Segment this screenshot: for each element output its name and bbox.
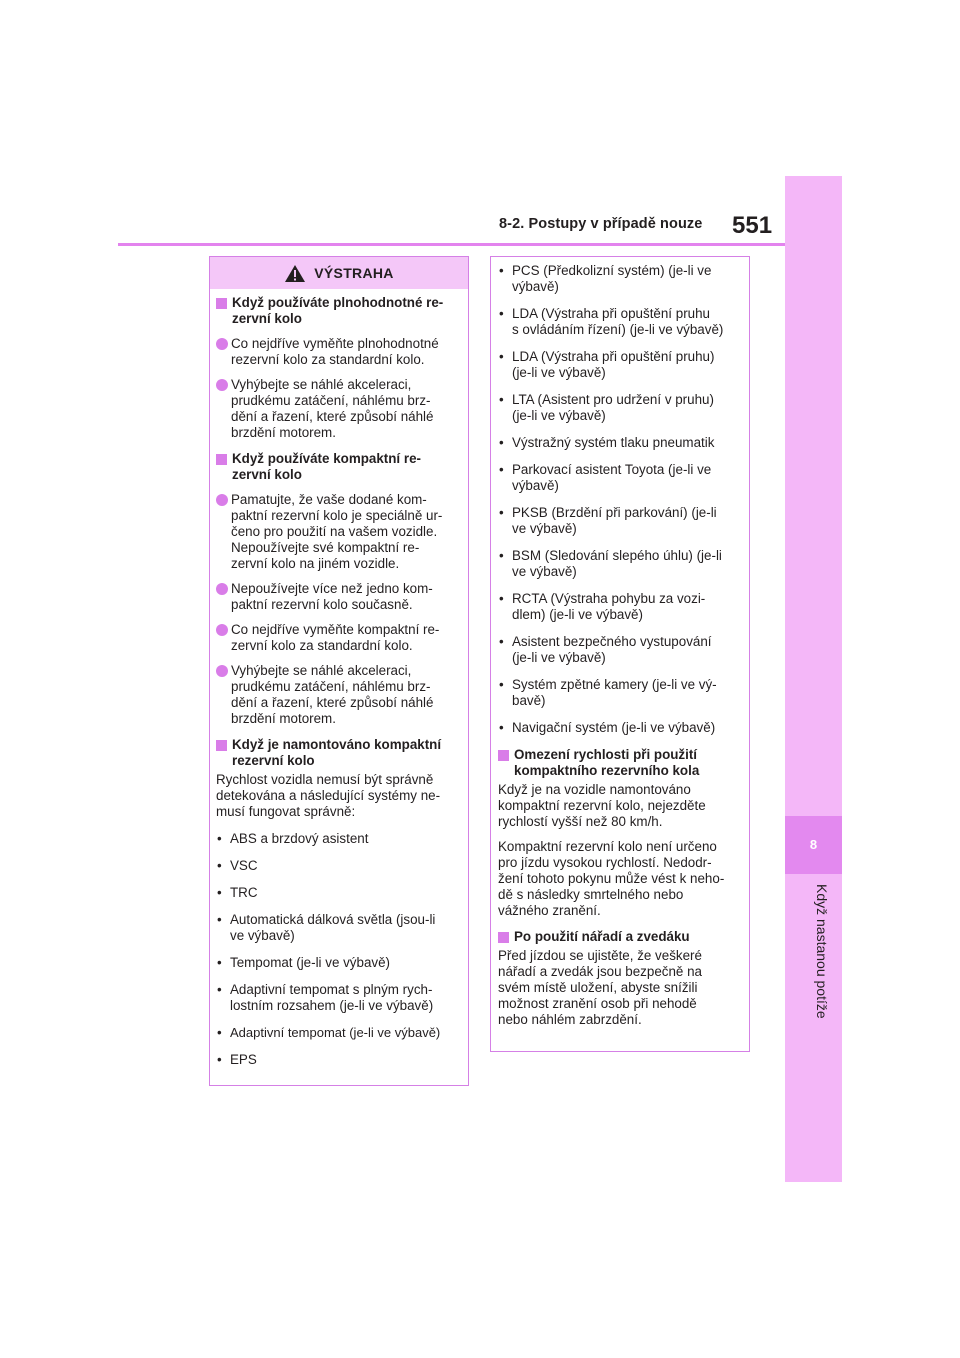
list-item: • LDA (Výstraha při opuštění pruhu) (je-li ve výbavě): [499, 349, 715, 380]
system-list: [498, 263, 739, 736]
list-item: • RCTA (Výstraha pohybu za vozi- dlem) (je-li ve výbavě): [499, 591, 706, 622]
circle-bullet-icon: [216, 379, 228, 391]
list-item: • Tempomat (je-li ve výbavě): [217, 955, 390, 970]
square-bullet-icon: [216, 454, 227, 465]
warning-triangle-icon: [284, 264, 306, 283]
paragraph: Rychlost vozidla nemusí být správně detekována a následující systémy ne- musí fungovat správně:: [216, 772, 441, 819]
list-item: • Parkovací asistent Toyota (je-li ve výbavě): [499, 462, 712, 493]
warning-header: [210, 257, 468, 289]
list-item: • PCS (Předkolizní systém) (je-li ve výbavě): [499, 263, 712, 294]
circle-bullet-icon: [216, 624, 228, 636]
circle-bullet-icon: [216, 494, 228, 506]
list-item: • LTA (Asistent pro udržení v pruhu) (je-li ve výbavě): [499, 392, 714, 423]
list-item: • Automatická dálková světla (jsou-li ve výbavě): [217, 912, 436, 943]
circle-bullet-icon: [216, 583, 228, 595]
list-item: • Systém zpětné kamery (je-li ve vý- bavě): [499, 677, 717, 708]
circle-bullet-icon: [216, 338, 228, 350]
warning-title: VÝSTRAHA: [314, 265, 394, 281]
subsection-heading: Když používáte kompaktní re- zervní kolo: [216, 451, 460, 483]
system-list: [216, 831, 460, 1068]
warning-box-continued: [490, 256, 750, 1052]
list-item: • Adaptivní tempomat s plným rych- lostním rozsahem (je-li ve výbavě): [217, 982, 434, 1013]
warning-box: [209, 256, 469, 1086]
chapter-number-tab: 8: [785, 816, 842, 874]
warning-item: Co nejdříve vyměňte plnohodnotné rezervní kolo za standardní kolo.: [216, 336, 460, 368]
paragraph: Kompaktní rezervní kolo není určeno pro jízdu vysokou rychlostí. Nedodr- žení tohoto pokynu může vést k neho- dě s následky smrtelného nebo vážného zranění.: [498, 839, 725, 918]
paragraph: Když je na vozidle namontováno kompaktní rezervní kolo, nejezděte rychlostí vyšší než 80 km/h.: [498, 782, 706, 829]
list-item: • Výstražný systém tlaku pneumatik: [499, 435, 715, 450]
warning-item: Vyhýbejte se náhlé akceleraci, prudkému zatáčení, náhlému brz- dění a řazení, které způsobí náhlé brzdění motorem.: [216, 663, 460, 727]
paragraph: Před jízdou se ujistěte, že veškeré nářadí a zvedák jsou bezpečně na svém místě uložení, abyste snížili možnost zranění osob při nehodě nebo náhlém zabrzdění.: [498, 948, 702, 1027]
circle-bullet-icon: [216, 665, 228, 677]
warning-body: [210, 289, 468, 1068]
subsection-heading: Když je namontováno kompaktní rezervní kolo: [216, 737, 460, 769]
list-item: • BSM (Sledování slepého úhlu) (je-li ve výbavě): [499, 548, 722, 579]
warning-item: Co nejdříve vyměňte kompaktní re- zervní kolo za standardní kolo.: [216, 622, 460, 654]
list-item: • Adaptivní tempomat (je-li ve výbavě): [217, 1025, 441, 1040]
list-item: • TRC: [217, 885, 258, 900]
chapter-title-vertical: Když nastanou potíže: [814, 884, 830, 1019]
warning-body-continued: [491, 257, 749, 1028]
square-bullet-icon: [498, 750, 509, 761]
subsection-heading: Omezení rychlosti při použití kompaktního rezervního kola: [498, 747, 739, 779]
square-bullet-icon: [216, 298, 227, 309]
square-bullet-icon: [498, 932, 509, 943]
list-item: • VSC: [217, 858, 258, 873]
section-title: 8-2. Postupy v případě nouze: [499, 216, 703, 232]
list-item: • Navigační systém (je-li ve výbavě): [499, 720, 716, 735]
warning-item: Nepoužívejte více než jedno kom- paktní rezervní kolo současně.: [216, 581, 460, 613]
subsection-heading: Po použití nářadí a zvedáku: [498, 929, 739, 945]
list-item: • PKSB (Brzdění při parkování) (je-li ve výbavě): [499, 505, 717, 536]
list-item: • LDA (Výstraha při opuštění pruhu s ovládáním řízení) (je-li ve výbavě): [499, 306, 724, 337]
warning-item: Pamatujte, že vaše dodané kom- paktní rezervní kolo je speciálně ur- čeno pro použití na vašem vozidle. Nepoužívejte své kompaktní re- zervní kolo na jiném vozidle.: [216, 492, 460, 572]
page-number: 551: [732, 212, 773, 239]
header-divider: [118, 243, 785, 246]
square-bullet-icon: [216, 740, 227, 751]
warning-item: Vyhýbejte se náhlé akceleraci, prudkému zatáčení, náhlému brz- dění a řazení, které způsobí náhlé brzdění motorem.: [216, 377, 460, 441]
list-item: • ABS a brzdový asistent: [217, 831, 369, 846]
subsection-heading: Když používáte plnohodnotné re- zervní kolo: [216, 295, 460, 327]
list-item: • Asistent bezpečného vystupování (je-li ve výbavě): [499, 634, 712, 665]
list-item: • EPS: [217, 1052, 257, 1067]
